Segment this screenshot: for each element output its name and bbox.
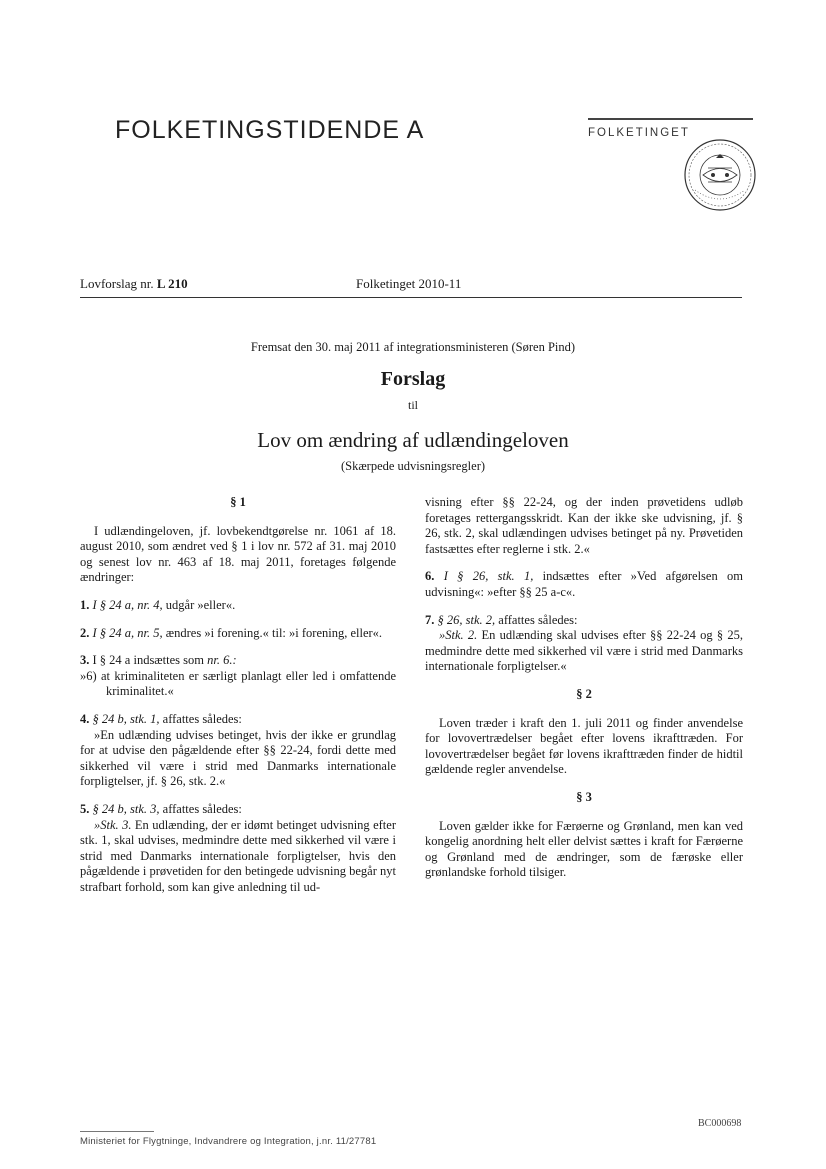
section-2-heading: § 2 [576,686,592,701]
section-3-heading: § 3 [576,789,592,804]
amendment-5: 5. § 24 b, stk. 3, affattes således: [80,801,242,816]
amendment-4-quote: »En udlænding udvises betinget, hvis der ikke er grundlag for at udvise den pågældende efter §§ 22-24, fordi dette med sikkerhed vil være i strid med Danmarks internationale forpligtelser, jf. § 26, stk. 2.« [80,727,396,789]
section-3-text: Loven gælder ikke for Færøerne og Grønland, men kan ved kongelig anordning helt eller delvist sættes i kraft for Færøerne og Grønland med de ændringer, som de færøske eller grønlandske forhold tilsiger. [425,818,743,880]
footer-rule [80,1131,154,1132]
proposal-to: til [407,398,418,412]
amendment-7-quote: »Stk. 2. En udlænding skal udvises efter §§ 22-24 og § 25, medmindre dette med sikkerhed vil være i strid med Danmarks internationale forpligtelser.« [425,628,743,674]
presented-line: Fremsat den 30. maj 2011 af integrationsministeren (Søren Pind) [250,340,576,354]
amendment-3: 3. I § 24 a indsættes som nr. 6.: [80,653,237,668]
folketinget-seal-icon [683,138,757,212]
section-2-text: Loven træder i kraft den 1. juli 2011 og finder anvendelse for lovovertrædelser begået efter lovens ikrafttræden. For lovovertrædelser begået før lovens ikrafttræden finder de hidtil gældende regler anvendelse. [425,715,743,777]
ministry-footer: Ministeriet for Flygtninge, Indvandrere og Integration, j.nr. 11/27781 [80,1136,377,1147]
publication-title: FOLKETINGSTIDENDE A [115,116,425,144]
amendment-7: 7. § 26, stk. 2, affattes således: [425,612,578,627]
amendment-2: 2. I § 24 a, nr. 5, ændres »i forening.« til: »i forening, eller«. [80,625,383,640]
bill-number: Lovforslag nr. L 210 [80,276,188,291]
amendment-3-quote: »6) at kriminaliteten er særligt planlagt eller led i omfattende kriminalitet.« [80,668,396,699]
section-1-heading: § 1 [230,495,246,509]
masthead-rule [588,118,753,120]
proposal-heading: Forslag [380,368,446,390]
amendment-6: 6. I § 26, stk. 1, indsættes efter »Ved afgørelsen om udvisning«: »efter §§ 25 a-c«. [425,569,743,599]
amendment-4: 4. § 24 b, stk. 1, affattes således: [80,711,242,726]
amendment-1: 1. I § 24 a, nr. 4, udgår »eller«. [80,597,236,612]
left-column [80,495,396,907]
amendment-5-quote: »Stk. 3. En udlænding, der er idømt betinget udvisning efter stk. 1, skal udvises, medmindre dette med sikkerhed vil være i strid med Danmarks internationale forpligtelser, hvis den pågældende i prøvetiden for den betingede udvisning begår nyt strafbart forhold, som kan give anledning til ud- [80,817,396,894]
amendment-5-continued: visning efter §§ 22-24, og der inden prøvetidens udløb foretages rettergangsskridt. Kan der ikke ske udvisning, jf. § 26, stk. 2, skal udlændingen udvises betinget på ny. Prøvetiden fastsættes efter reglerne i stk. 2.« [425,495,743,556]
header-rule [80,297,742,298]
law-title: Lov om ændring af udlændingeloven [257,428,569,452]
parliament-session: Folketinget 2010-11 [356,276,462,291]
section-1-intro: I udlændingeloven, jf. lovbekendtgørelse nr. 1061 af 18. august 2010, som ændret ved § 1 i lov nr. 572 af 31. maj 2010 og senest lov nr. 463 af 18. maj 2011, foretages følgende ændringer: [80,523,396,585]
right-column [425,495,743,893]
document-id: BC000698 [698,1118,742,1129]
law-subtitle: (Skærpede udvisningsregler) [340,459,486,473]
parliament-label: FOLKETINGET [588,127,690,139]
